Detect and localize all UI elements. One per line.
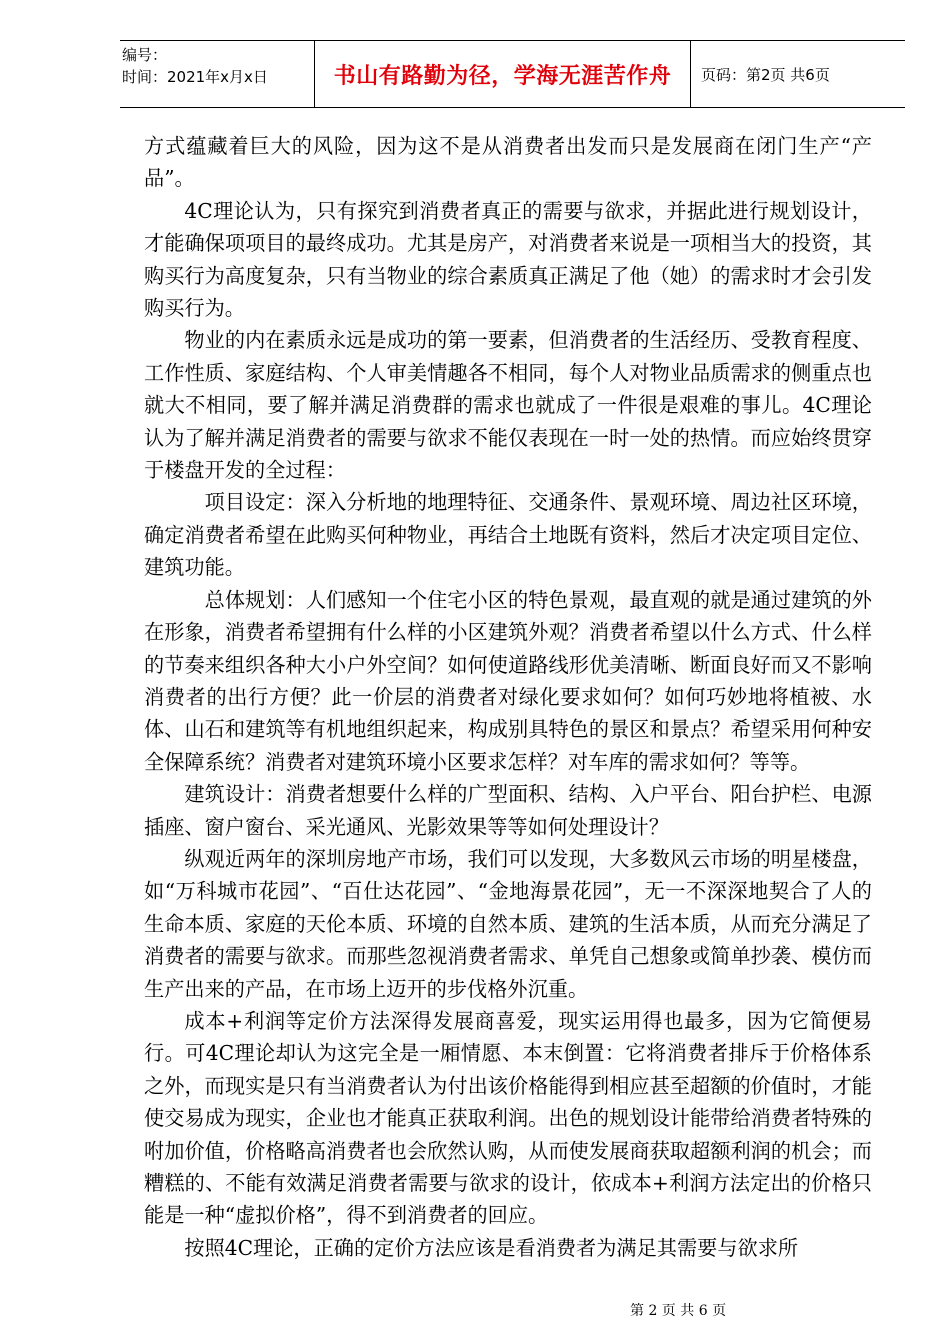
paragraph: 4C理论认为，只有探究到消费者真正的需要与欲求，并据此进行规划设计，才能确保项项目的最终成功。尤其是房产，对消费者来说是一项相当大的投资，其购买行为高度复杂，只有当物业的综合素质真正满足了他（她）的需求时才会引发购买行为。 (144, 198, 872, 321)
paragraph: 建筑设计：消费者想要什么样的广型面积、结构、入户平台、阳台护栏、电源插座、窗户窗台、采光通风、光影效果等等如何处理设计？ (144, 782, 872, 839)
document-number-label: 编号： (122, 46, 168, 64)
page-header (120, 40, 905, 108)
header-meta (120, 41, 314, 107)
paragraph: 总体规划：人们感知一个住宅小区的特色景观，最直观的就是通过建筑的外在形象，消费者希望拥有什么样的小区建筑外观？消费者希望以什么方式、什么样的节奏来组织各种大小户外空间？如何使道路线形优美清晰、断面良好而又不影响消费者的出行方便？此一价层的消费者对绿化要求如何？如何巧妙地将植被、水体、山石和建筑等有机地组织起来，构成别具特色的景区和景点？希望采用何种安全保障系统？消费者对建筑环境小区要求怎样？对车库的需求如何？等等。 (144, 587, 872, 774)
paragraph: 项目设定：深入分析地的地理特征、交通条件、景观环境、周边社区环境，确定消费者希望在此购买何种物业，再结合土地既有资料，然后才决定项目定位、建筑功能。 (144, 490, 872, 580)
paragraph: 成本+利润等定价方法深得发展商喜爱，现实运用得也最多，因为它简便易行。可4C理论却认为这完全是一厢情愿、本末倒置：它将消费者排斥于价格体系之外，而现实是只有当消费者认为付出该价格能得到相应甚至超额的价值时，才能使交易成为现实，企业也才能真正获取利润。出色的规划设计能带给消费者特殊的咐加价值，价格略高消费者也会欣然认购，从而使发展商获取超额利润的机会；而糟糕的、不能有效满足消费者需要与欲求的设计，依成本+利润方法定出的价格只能是一种“虚拟价格”，得不到消费者的回应。 (144, 1008, 872, 1228)
document-body (144, 130, 872, 1264)
document-time-label: 时间：2021年x月x日 (122, 68, 268, 86)
page-footer: 第 2 页 共 6 页 (630, 1303, 727, 1319)
header-motto: 书山有路勤为径，学海无涯苦作舟 (314, 41, 691, 107)
header-page-label: 页码：第2页 共6页 (701, 65, 830, 84)
paragraph: 物业的内在素质永远是成功的第一要素，但消费者的生活经历、受教育程度、工作性质、家庭结构、个人审美情趣各不相同，每个人对物业品质需求的侧重点也就大不相同，要了解并满足消费群的需求也就成了一件很是艰难的事儿。4C理论认为了解并满足消费者的需要与欲求不能仅表现在一时一处的热情。而应始终贯穿于楼盘开发的全过程： (144, 328, 872, 483)
paragraph: 按照4C理论，正确的定价方法应该是看消费者为满足其需要与欲求所 (184, 1235, 799, 1260)
paragraph: 纵观近两年的深圳房地产市场，我们可以发现，大多数风云市场的明星楼盘，如“万科城市花园”、“百仕达花园”、“金地海景花园”，无一不深深地契合了人的生命本质、家庭的天伦本质、环境的自然本质、建筑的生活本质，从而充分满足了消费者的需要与欲求。而那些忽视消费者需求、单凭自己想象或简单抄袭、模仿而生产出来的产品，在市场上迈开的步伐格外沉重。 (144, 846, 872, 1001)
paragraph: 方式蕴藏着巨大的风险，因为这不是从消费者出发而只是发展商在闭门生产“产品”。 (144, 134, 872, 191)
